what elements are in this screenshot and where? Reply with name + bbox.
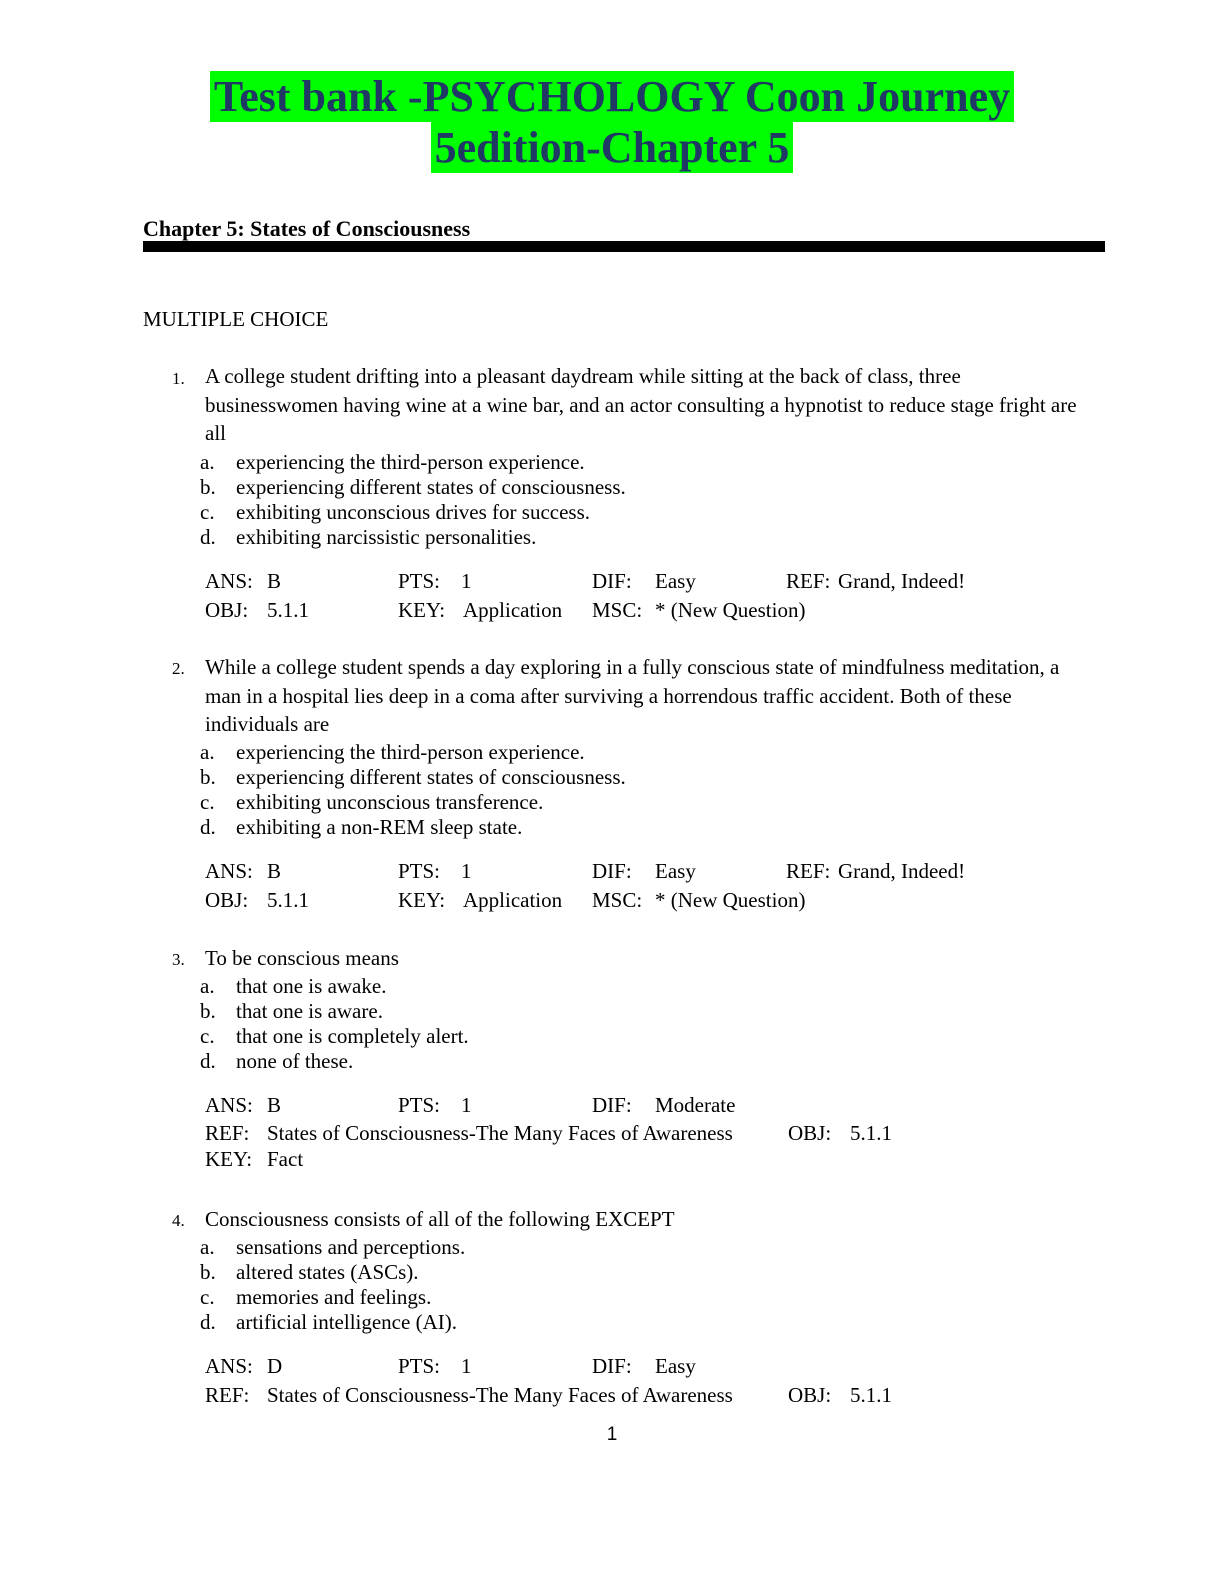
question-text: To be conscious means xyxy=(205,946,399,970)
ans-label: ANS: xyxy=(205,1093,253,1117)
chapter-heading: Chapter 5: States of Consciousness xyxy=(143,216,471,241)
key-value: Application xyxy=(463,598,563,622)
option-letter: a. xyxy=(200,740,215,764)
option-letter: a. xyxy=(200,450,215,474)
ref-label: REF: xyxy=(786,859,831,883)
option-text: artificial intelligence (AI). xyxy=(236,1310,457,1334)
dif-value: Moderate xyxy=(655,1093,736,1117)
option-d xyxy=(200,1310,1224,1335)
option-text: sensations and perceptions. xyxy=(236,1235,466,1259)
option-text: exhibiting narcissistic personalities. xyxy=(236,525,537,549)
pts-value: 1 xyxy=(461,1354,472,1378)
pts-label: PTS: xyxy=(398,1354,441,1378)
question-number: 1. xyxy=(172,369,185,388)
ref-label: REF: xyxy=(205,1121,250,1145)
key-label: KEY: xyxy=(205,1147,253,1171)
option-text: experiencing different states of consciousness. xyxy=(236,475,626,499)
option-d xyxy=(200,525,1224,550)
option-text: experiencing the third-person experience. xyxy=(236,740,585,764)
question-number: 3. xyxy=(172,950,185,969)
option-letter: b. xyxy=(200,999,216,1023)
option-text: altered states (ASCs). xyxy=(236,1260,419,1284)
option-letter: b. xyxy=(200,475,216,499)
obj-value: 5.1.1 xyxy=(850,1383,892,1407)
heading-rule xyxy=(143,241,1105,252)
pts-value: 1 xyxy=(461,859,472,883)
ans-label: ANS: xyxy=(205,569,253,593)
dif-label: DIF: xyxy=(592,1093,632,1117)
ans-value: B xyxy=(267,569,282,593)
pts-label: PTS: xyxy=(398,1093,441,1117)
document-title-line-2 xyxy=(0,122,1224,173)
ref-value: Grand, Indeed! xyxy=(838,859,966,883)
option-a xyxy=(200,450,1224,475)
key-value: Application xyxy=(463,888,563,912)
option-text: that one is awake. xyxy=(236,974,387,998)
obj-value: 5.1.1 xyxy=(850,1121,892,1145)
option-c xyxy=(200,500,1224,525)
question-text: Consciousness consists of all of the following EXCEPT xyxy=(205,1207,675,1231)
option-b xyxy=(200,999,1224,1024)
ref-label: REF: xyxy=(786,569,831,593)
ref-value: States of Consciousness-The Many Faces of Awareness xyxy=(267,1383,733,1407)
option-b xyxy=(200,1260,1224,1285)
option-text: memories and feelings. xyxy=(236,1285,432,1309)
dif-value: Easy xyxy=(655,1354,696,1378)
ans-value: B xyxy=(267,859,282,883)
option-text: experiencing different states of consciousness. xyxy=(236,765,626,789)
option-b xyxy=(200,475,1224,500)
obj-value: 5.1.1 xyxy=(267,598,309,622)
option-letter: c. xyxy=(200,1024,215,1048)
key-value: Fact xyxy=(267,1147,304,1171)
key-label: KEY: xyxy=(398,598,446,622)
option-a xyxy=(200,740,1224,765)
msc-label: MSC: xyxy=(592,598,643,622)
obj-label: OBJ: xyxy=(788,1121,832,1145)
option-letter: d. xyxy=(200,1049,216,1073)
option-text: exhibiting unconscious drives for success. xyxy=(236,500,591,524)
option-letter: c. xyxy=(200,1285,215,1309)
pts-label: PTS: xyxy=(398,859,441,883)
option-letter: d. xyxy=(200,815,216,839)
dif-label: DIF: xyxy=(592,569,632,593)
option-letter: a. xyxy=(200,974,215,998)
pts-label: PTS: xyxy=(398,569,441,593)
document-title-line-1 xyxy=(0,71,1224,122)
option-b xyxy=(200,765,1224,790)
option-c xyxy=(200,1024,1224,1049)
ans-value: B xyxy=(267,1093,282,1117)
ref-value: Grand, Indeed! xyxy=(838,569,966,593)
dif-value: Easy xyxy=(655,859,696,883)
ans-value: D xyxy=(267,1354,283,1378)
dif-value: Easy xyxy=(655,569,696,593)
section-heading: MULTIPLE CHOICE xyxy=(143,307,329,331)
option-d xyxy=(200,1049,1224,1074)
question-number: 2. xyxy=(172,659,185,678)
ref-value: States of Consciousness-The Many Faces of Awareness xyxy=(267,1121,733,1145)
question-text: A college student drifting into a pleasant daydream while sitting at the back of class, three businesswomen having wine at a wine bar, and an actor consulting a hypnotist to reduce stage fright are all xyxy=(205,364,1077,445)
msc-label: MSC: xyxy=(592,888,643,912)
obj-label: OBJ: xyxy=(205,598,249,622)
option-letter: b. xyxy=(200,1260,216,1284)
option-letter: c. xyxy=(200,790,215,814)
option-d xyxy=(200,815,1224,840)
option-a xyxy=(200,974,1224,999)
ans-label: ANS: xyxy=(205,859,253,883)
question-text: While a college student spends a day exploring in a fully conscious state of mindfulness meditation, a man in a hospital lies deep in a coma after surviving a horrendous traffic accident. Both of these individuals are xyxy=(205,655,1060,736)
option-letter: d. xyxy=(200,1310,216,1334)
option-c xyxy=(200,1285,1224,1310)
dif-label: DIF: xyxy=(592,859,632,883)
key-label: KEY: xyxy=(398,888,446,912)
option-text: exhibiting unconscious transference. xyxy=(236,790,544,814)
dif-label: DIF: xyxy=(592,1354,632,1378)
title-text-1: Test bank -PSYCHOLOGY Coon Journey xyxy=(210,71,1014,122)
msc-value: * (New Question) xyxy=(655,598,806,622)
option-letter: a. xyxy=(200,1235,215,1259)
obj-value: 5.1.1 xyxy=(267,888,309,912)
option-a xyxy=(200,1235,1224,1260)
option-text: that one is completely alert. xyxy=(236,1024,469,1048)
obj-label: OBJ: xyxy=(205,888,249,912)
option-letter: c. xyxy=(200,500,215,524)
title-text-2: 5edition-Chapter 5 xyxy=(431,122,794,173)
option-text: exhibiting a non-REM sleep state. xyxy=(236,815,523,839)
option-c xyxy=(200,790,1224,815)
pts-value: 1 xyxy=(461,1093,472,1117)
option-text: that one is aware. xyxy=(236,999,383,1023)
option-text: none of these. xyxy=(236,1049,354,1073)
ans-label: ANS: xyxy=(205,1354,253,1378)
question-number: 4. xyxy=(172,1211,185,1230)
pts-value: 1 xyxy=(461,569,472,593)
page-number: 1 xyxy=(606,1424,618,1445)
option-letter: d. xyxy=(200,525,216,549)
ref-label: REF: xyxy=(205,1383,250,1407)
msc-value: * (New Question) xyxy=(655,888,806,912)
option-letter: b. xyxy=(200,765,216,789)
option-text: experiencing the third-person experience. xyxy=(236,450,585,474)
obj-label: OBJ: xyxy=(788,1383,832,1407)
